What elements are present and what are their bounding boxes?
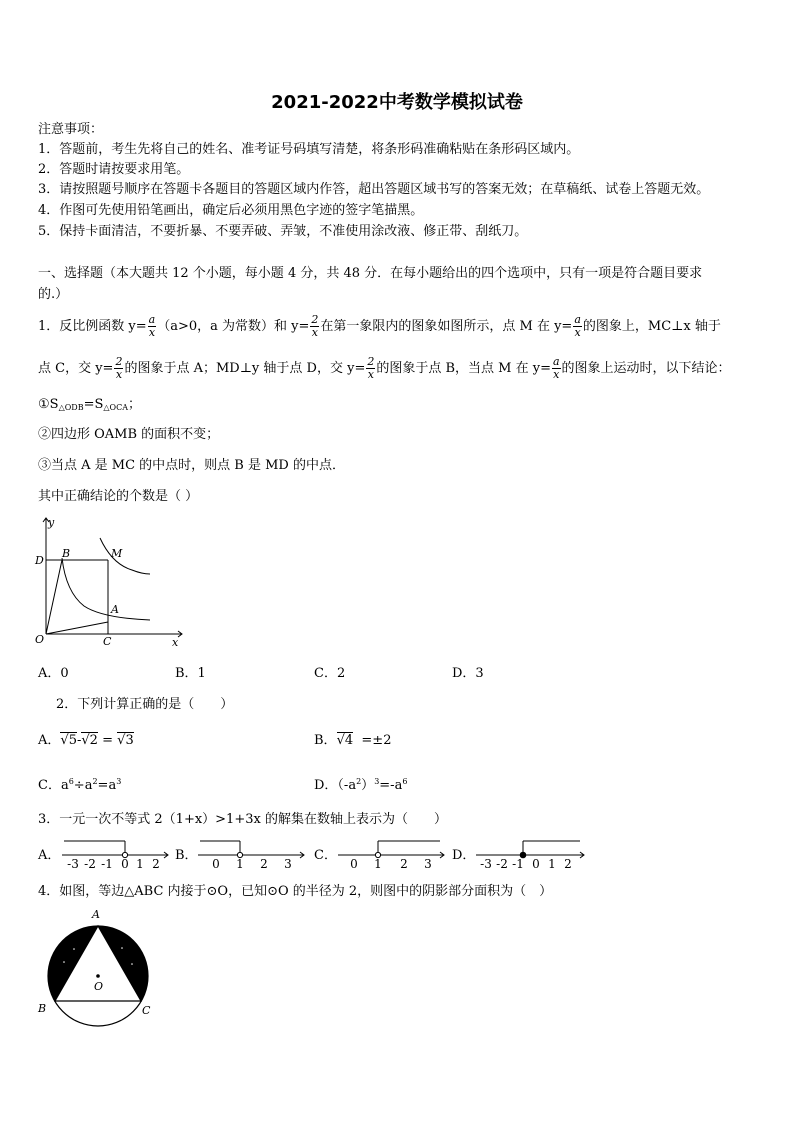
tick-label: 2 xyxy=(564,857,572,871)
notice-item: 5．保持卡面清洁，不要折暴、不要弄破、弄皱，不准使用涂改液、修正带、刮纸刀。 xyxy=(38,224,528,239)
q3-label-b: B． xyxy=(175,848,198,863)
graph-label-c: C xyxy=(103,635,112,647)
question-1-conclusion-1: $①S_{\triangle ODB}=S_{\triangle OCA}$； xyxy=(38,397,142,412)
tick-label: -2 xyxy=(496,857,508,871)
tick-label: 1 xyxy=(136,857,144,871)
graph-label-d: D xyxy=(35,554,44,567)
tick-label: 0 xyxy=(212,857,220,871)
q3-number-line-d xyxy=(474,838,588,872)
q3-label-d: D． xyxy=(452,848,476,863)
tick-label: 0 xyxy=(121,857,129,871)
graph-label-m: M xyxy=(111,547,123,560)
q2-option-b: B．√4 =±2 xyxy=(314,733,392,748)
tick-label: 3 xyxy=(424,857,432,871)
graph-label-x: x xyxy=(172,636,179,647)
question-1-graph xyxy=(32,512,192,647)
q1-option-c: C．2 xyxy=(314,666,346,681)
question-2-stem: 2．下列计算正确的是（ ） xyxy=(56,697,234,712)
question-3-stem: 3．一元一次不等式 2（1+x）>1+3x 的解集在数轴上表示为（ ） xyxy=(38,812,447,827)
tick-label: 1 xyxy=(548,857,556,871)
figure-label-a: A xyxy=(92,908,100,921)
tick-label: 0 xyxy=(532,857,540,871)
q3-label-c: C． xyxy=(314,848,337,863)
q2-option-a: A．√5-√2 = √3 xyxy=(38,733,134,748)
q3-number-line-c xyxy=(336,838,448,872)
question-4-figure xyxy=(34,904,164,1030)
figure-label-o: O xyxy=(94,980,104,993)
tick-label: 1 xyxy=(236,857,244,871)
q1-option-b: B．1 xyxy=(175,666,206,681)
tick-label: 1 xyxy=(374,857,382,871)
question-1-ask: 其中正确结论的个数是（ ） xyxy=(38,489,199,504)
q1-option-a: A．0 xyxy=(38,666,69,681)
tick-label: -1 xyxy=(101,857,113,871)
question-1-conclusion-3: ③当点 A 是 MC 的中点时，则点 B 是 MD 的中点． xyxy=(38,458,345,473)
tick-label: 2 xyxy=(400,857,408,871)
q3-number-line-b xyxy=(196,838,308,872)
notice-item: 1．答题前，考生先将自己的姓名、准考证号码填写清楚，将条形码准确粘贴在条形码区域内。 xyxy=(38,142,580,157)
notice-item: 2．答题时请按要求用笔。 xyxy=(38,162,190,177)
notice-item: 4．作图可先使用铅笔画出，确定后必须用黑色字迹的签字笔描黑。 xyxy=(38,203,424,218)
question-1-line-1: 1．反比例函数 y= $\frac{a}{x}$ （a>0，a 为常数）和 y= $\frac{2}{x}$ 在第一象限内的图象如图所示，点 M 在 y= $\frac{a}{x}$ 的图象上，MC⊥x 轴于 xyxy=(38,313,721,339)
tick-label: -3 xyxy=(67,857,79,871)
tick-label: 3 xyxy=(284,857,292,871)
q3-number-line-a xyxy=(60,838,172,872)
section-heading-cont: 的.） xyxy=(38,287,69,302)
q2-option-d: D．$(-a^2)^3=-a^6$ xyxy=(314,777,408,793)
tick-label: 2 xyxy=(152,857,160,871)
tick-label: -1 xyxy=(512,857,524,871)
tick-label: -2 xyxy=(84,857,96,871)
question-4-stem: 4．如图，等边△ABC 内接于⊙O，已知⊙O 的半径为 2，则图中的阴影部分面积为（ ） xyxy=(38,884,553,899)
figure-label-b: B xyxy=(38,1002,47,1015)
section-heading: 一、选择题（本大题共 12 个小题，每小题 4 分，共 48 分．在每小题给出的四个选项中，只有一项是符合题目要求 xyxy=(38,266,703,281)
page-title: 2021-2022中考数学模拟试卷 xyxy=(271,92,523,113)
tick-label: 0 xyxy=(350,857,358,871)
graph-label-y: y xyxy=(48,516,55,529)
tick-label: 2 xyxy=(260,857,268,871)
question-1-line-2: 点 C，交 y= $\frac{2}{x}$ 的图象于点 A；MD⊥y 轴于点 D，交 y= $\frac{2}{x}$ 的图象于点 B，当点 M 在 y= $\frac{a}{x}$ 的图象上运动时，以下结论： xyxy=(38,355,731,381)
graph-label-a: A xyxy=(111,603,119,616)
q3-label-a: A． xyxy=(38,848,61,863)
graph-label-o: O xyxy=(35,633,45,646)
question-1-conclusion-2: ②四边形 OAMB 的面积不变； xyxy=(38,427,220,442)
q2-option-c: C．$a^6\div a^2=a^3$ xyxy=(38,777,122,793)
notice-heading: 注意事项： xyxy=(38,122,104,137)
figure-label-c: C xyxy=(142,1004,151,1017)
graph-label-b: B xyxy=(62,547,71,560)
q1-option-d: D．3 xyxy=(452,666,484,681)
tick-label: -3 xyxy=(480,857,492,871)
notice-item: 3．请按照题号顺序在答题卡各题目的答题区域内作答，超出答题区域书写的答案无效；在草稿纸、试卷上答题无效。 xyxy=(38,182,710,197)
